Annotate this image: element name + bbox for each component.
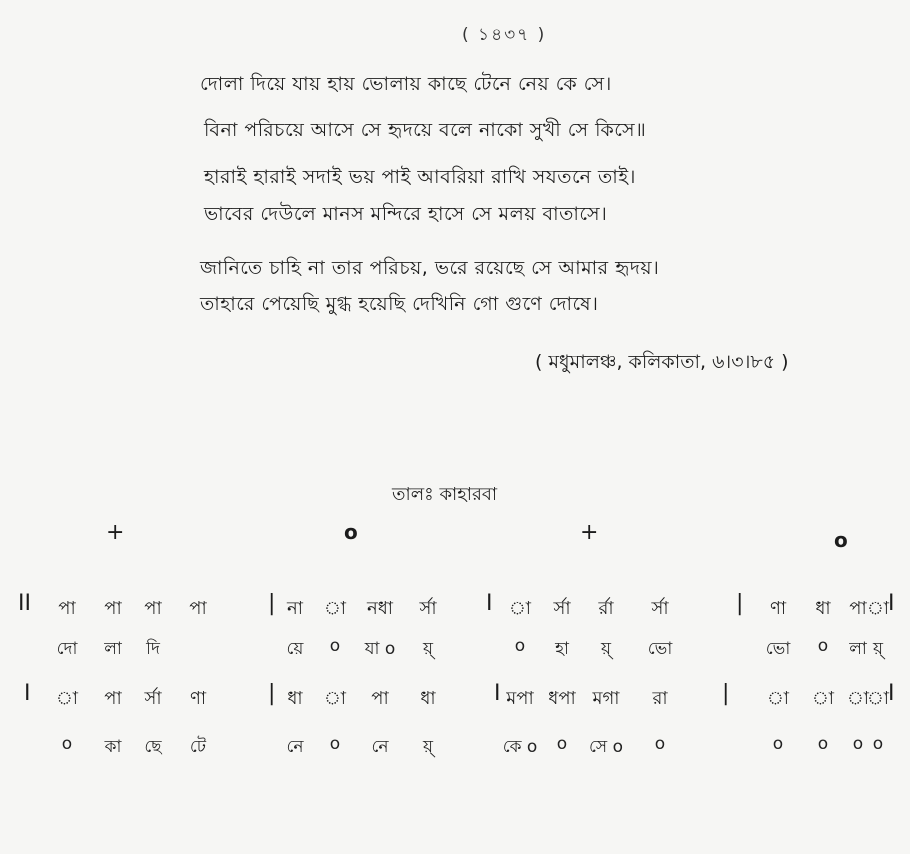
note-cell: া xyxy=(323,688,347,709)
note-cell: ধপা xyxy=(548,688,576,709)
note-cell: র্সা xyxy=(553,598,571,619)
lyric-syllable: o xyxy=(61,734,73,754)
lyric-syllable: য়ে xyxy=(286,639,304,659)
bar-line: | xyxy=(736,591,744,616)
lyric-syllable: যা o xyxy=(364,639,396,659)
note-cell: া xyxy=(766,688,790,709)
lyric-syllable: য়্ xyxy=(872,639,883,659)
note-cell: না xyxy=(287,598,303,619)
lyric-syllable: ছে xyxy=(144,737,162,757)
note-cell: র্সা xyxy=(144,688,162,709)
lyric-syllable: লা xyxy=(849,639,867,659)
lyric-syllable: টে xyxy=(189,737,207,757)
note-cell: মগা xyxy=(592,688,620,709)
lyric-syllable: দো xyxy=(56,639,78,659)
start-bar: I xyxy=(24,681,31,706)
note-cell: ধা xyxy=(420,688,436,709)
note-cell: পা xyxy=(58,598,76,619)
note-cell: া xyxy=(866,688,890,709)
note-cell: পা xyxy=(104,598,122,619)
note-cell: পা xyxy=(189,598,207,619)
note-cell: পা xyxy=(144,598,162,619)
page-number: ( ১৪৩৭ ) xyxy=(462,25,547,45)
bar-line: | xyxy=(268,591,276,616)
lyric-syllable: য়্ xyxy=(422,737,433,757)
note-cell: া xyxy=(866,598,890,619)
lyric-syllable: o xyxy=(654,734,666,754)
bar-line: | xyxy=(722,681,730,706)
lyric-syllable: হা xyxy=(555,639,569,659)
start-bar: II xyxy=(18,591,31,616)
lyric-syllable: দি xyxy=(146,639,160,659)
taal-heading: তালঃ কাহারবা xyxy=(392,484,498,505)
note-cell: র্রা xyxy=(598,598,614,619)
lyric-syllable: ভো xyxy=(765,639,791,659)
lyric-syllable: o xyxy=(329,636,341,656)
bar-line: | xyxy=(268,681,276,706)
note-cell: ণা xyxy=(769,598,787,619)
bar-line: I xyxy=(486,591,493,616)
note-cell: পা xyxy=(849,598,867,619)
beat-mark: + xyxy=(580,520,599,545)
note-cell: া xyxy=(508,598,532,619)
note-cell: রা xyxy=(652,688,668,709)
lyric-syllable: o xyxy=(514,636,526,656)
note-cell: া xyxy=(323,598,347,619)
verse-line: বিনা পরিচয়ে আসে সে হৃদয়ে বলে নাকো সুখী সে কিসে॥ xyxy=(204,119,647,141)
lyric-syllable: o xyxy=(852,734,864,754)
lyric-syllable: নে xyxy=(371,737,389,757)
note-cell: র্সা xyxy=(651,598,669,619)
beat-mark: + xyxy=(106,520,125,545)
beat-mark: o xyxy=(834,528,848,552)
lyric-syllable: o xyxy=(329,734,341,754)
verse-line: ভাবের দেউলে মানস মন্দিরে হাসে সে মলয় বাতাসে। xyxy=(204,203,608,225)
lyric-syllable: কা xyxy=(104,737,122,757)
source-citation: ( মধুমালঞ্চ, কলিকাতা, ৬।৩।৮৫ ) xyxy=(535,351,789,373)
end-bar: I xyxy=(888,591,895,616)
note-cell: ধা xyxy=(815,598,831,619)
lyric-syllable: o xyxy=(817,734,829,754)
lyric-syllable: নে xyxy=(286,737,304,757)
lyric-syllable: o xyxy=(556,734,568,754)
note-cell: ণা xyxy=(189,688,207,709)
end-bar: I xyxy=(888,681,895,706)
note-cell: পা xyxy=(104,688,122,709)
verse-line: দোলা দিয়ে যায় হায় ভোলায় কাছে টেনে নেয় কে সে। xyxy=(200,73,612,95)
lyric-syllable: লা xyxy=(104,639,122,659)
lyric-syllable: ভো xyxy=(647,639,673,659)
verse-line: জানিতে চাহি না তার পরিচয়, ভরে রয়েছে সে আমার হৃদয়। xyxy=(200,257,660,279)
note-cell: ধা xyxy=(287,688,303,709)
bar-line: I xyxy=(494,681,501,706)
note-cell: া xyxy=(811,688,835,709)
lyric-syllable: য়্ xyxy=(600,639,611,659)
note-cell: র্সা xyxy=(419,598,437,619)
lyric-syllable: কে o xyxy=(502,737,538,757)
beat-mark: o xyxy=(344,520,358,544)
verse-line: হারাই হারাই সদাই ভয় পাই আবরিয়া রাখি সযতনে তাই। xyxy=(204,166,636,188)
lyric-syllable: সে o xyxy=(589,737,623,757)
verse-line: তাহারে পেয়েছি মুগ্ধ হয়েছি দেখিনি গো গুণে দোষে। xyxy=(200,293,599,315)
lyric-syllable: য়্ xyxy=(422,639,433,659)
note-cell: নধা xyxy=(366,598,394,619)
lyric-syllable: o xyxy=(772,734,784,754)
note-cell: মপা xyxy=(506,688,534,709)
note-cell: া xyxy=(846,688,870,709)
note-cell: পা xyxy=(371,688,389,709)
lyric-syllable: o xyxy=(817,636,829,656)
lyric-syllable: o xyxy=(872,734,884,754)
note-cell: া xyxy=(55,688,79,709)
